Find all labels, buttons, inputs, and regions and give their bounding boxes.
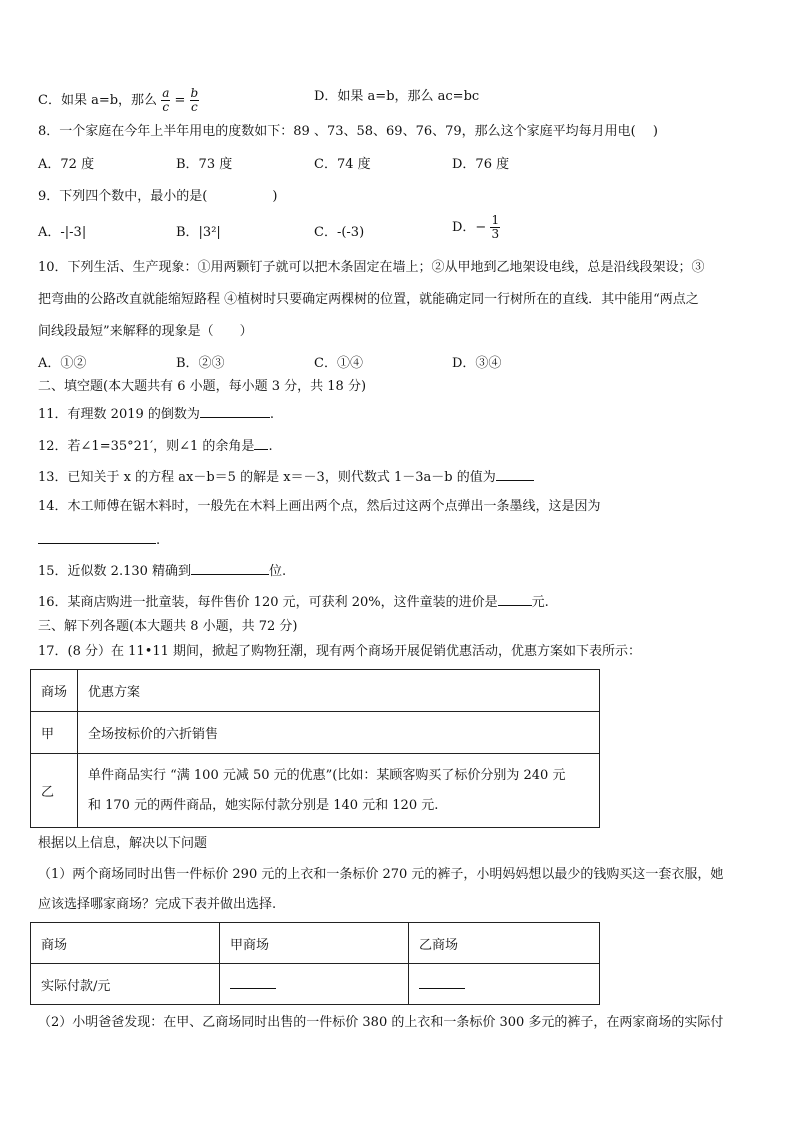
table-row	[31, 964, 600, 1005]
q9-option-c: C．-(-3)	[314, 225, 365, 240]
q7-option-c-text: C．如果 a=b，那么	[38, 93, 158, 108]
q15-text: 15．近似数 2.130 精确到	[38, 564, 192, 579]
table-header-cell: 商场	[31, 923, 220, 964]
q9-option-b: B．|3²|	[176, 225, 221, 240]
q9-option-d	[452, 214, 500, 241]
table-row	[31, 754, 600, 828]
fraction-b-over-c: $\frac{b}{c}$	[190, 86, 199, 114]
q9-option-a: A．-|-3|	[38, 225, 87, 240]
q16	[38, 593, 549, 612]
q11-text: 11．有理数 2019 的倒数为	[38, 407, 200, 422]
q11	[38, 405, 274, 424]
q17-part2-line-1: （2）小明爸爸发现：在甲、乙商场同时出售的一件标价 380 的上衣和一条标价 300 多元的裤子，在两家商场的实际付	[38, 1015, 724, 1030]
q12-period: .	[268, 439, 273, 454]
payment-table	[30, 922, 600, 1005]
q11-answer-blank[interactable]	[200, 405, 270, 418]
q13	[38, 468, 534, 487]
q14-line-1: 14．木工师傅在锯木料时，一般先在木料上画出两个点，然后过这两个点弹出一条墨线，这是因为	[38, 499, 601, 514]
yi-payment-blank[interactable]	[419, 976, 465, 989]
q10-option-d: D．③④	[452, 356, 502, 371]
q10-option-a: A．①②	[38, 356, 87, 371]
q12	[38, 437, 273, 456]
table-header-cell: 乙商场	[409, 923, 600, 964]
table-cell	[409, 964, 600, 1005]
q13-text: 13．已知关于 x 的方程 ax－b＝5 的解是 x＝－3，则代数式 1－3a－b 的值为	[38, 470, 496, 485]
table-header-cell: 优惠方案	[78, 670, 600, 712]
q10-line-3: 间线段最短”来解释的现象是（ ）	[38, 324, 253, 339]
q8-option-b: B．73 度	[176, 157, 233, 172]
jia-payment-blank[interactable]	[230, 976, 276, 989]
section-2-heading: 二、填空题(本大题共有 6 小题，每小题 3 分，共 18 分)	[38, 379, 367, 394]
q15	[38, 562, 286, 581]
table-cell: 甲	[31, 712, 78, 754]
table-cell	[220, 964, 409, 1005]
equals-sign: =	[174, 93, 186, 108]
q15-suffix: 位.	[269, 564, 287, 579]
q7-option-c	[38, 87, 199, 114]
table-header-cell: 商场	[31, 670, 78, 712]
promotion-table	[30, 669, 600, 828]
q14-period: .	[156, 533, 161, 548]
fraction-one-third: $\frac{1}{3}$	[491, 213, 500, 241]
q8-option-a: A．72 度	[38, 157, 95, 172]
q9-stem: 9．下列四个数中，最小的是( )	[38, 189, 278, 204]
q8-stem: 8．一个家庭在今年上半年用电的度数如下：89 、73、58、69、76、79，那么这个家庭平均每月用电( )	[38, 124, 658, 139]
q17-stem: 17．(8 分）在 11•11 期间，掀起了购物狂潮，现有两个商场开展促销优惠活动，优惠方案如下表所示：	[38, 644, 642, 659]
q10-option-b: B．②③	[176, 356, 225, 371]
q8-option-d: D．76 度	[452, 157, 510, 172]
q10-option-c: C．①④	[314, 356, 363, 371]
q17-part1-line-1: （1）两个商场同时出售一件标价 290 元的上衣和一条标价 270 元的裤子，小明妈妈想以最少的钱购买这一套衣服，她	[38, 867, 724, 882]
fraction-a-over-c: $\frac{a}{c}$	[162, 86, 170, 114]
q13-answer-blank[interactable]	[496, 468, 534, 481]
table-cell: 实际付款/元	[31, 964, 220, 1005]
table-header-cell: 甲商场	[220, 923, 409, 964]
table-cell: 乙	[31, 754, 78, 828]
q16-text: 16．某商店购进一批童装，每件售价 120 元，可获利 20%，这件童装的进价是	[38, 595, 498, 610]
table-cell-line: 和 170 元的两件商品，她实际付款分别是 140 元和 120 元.	[88, 797, 439, 813]
q11-period: .	[269, 407, 275, 422]
q17-info: 根据以上信息，解决以下问题	[38, 836, 208, 851]
q9-option-d-label: D．−	[452, 220, 487, 235]
q14-answer-line	[38, 531, 160, 550]
q8-option-c: C．74 度	[314, 157, 371, 172]
promotion-table-header	[31, 670, 600, 712]
payment-table-header	[31, 923, 600, 964]
table-cell-line: 单件商品实行 “满 100 元减 50 元的优惠”(比如：某顾客购买了标价分别为 240 元	[88, 767, 566, 783]
q16-answer-blank[interactable]	[498, 593, 532, 606]
q15-answer-blank[interactable]	[191, 562, 269, 575]
table-row	[31, 712, 600, 754]
q10-line-1: 10．下列生活、生产现象：①用两颗钉子就可以把木条固定在墙上；②从甲地到乙地架设电线，总是沿线段架设；③	[38, 260, 705, 275]
q16-suffix: 元.	[531, 595, 549, 610]
q12-text: 12．若∠1=35°21′，则∠1 的余角是	[38, 439, 255, 454]
q12-answer-blank[interactable]	[254, 437, 268, 450]
q7-option-d: D．如果 a=b，那么 ac=bc	[314, 89, 480, 104]
q17-part1-line-2: 应该选择哪家商场？完成下表并做出选择.	[38, 897, 277, 912]
section-3-heading: 三、解下列各题(本大题共 8 小题，共 72 分)	[38, 619, 298, 634]
table-cell	[78, 754, 600, 828]
q14-answer-blank[interactable]	[38, 531, 156, 544]
q10-line-2: 把弯曲的公路改直就能缩短路程 ④植树时只要确定两棵树的位置，就能确定同一行树所在的直线．其中能用“两点之	[38, 292, 699, 307]
table-cell: 全场按标价的六折销售	[78, 712, 600, 754]
